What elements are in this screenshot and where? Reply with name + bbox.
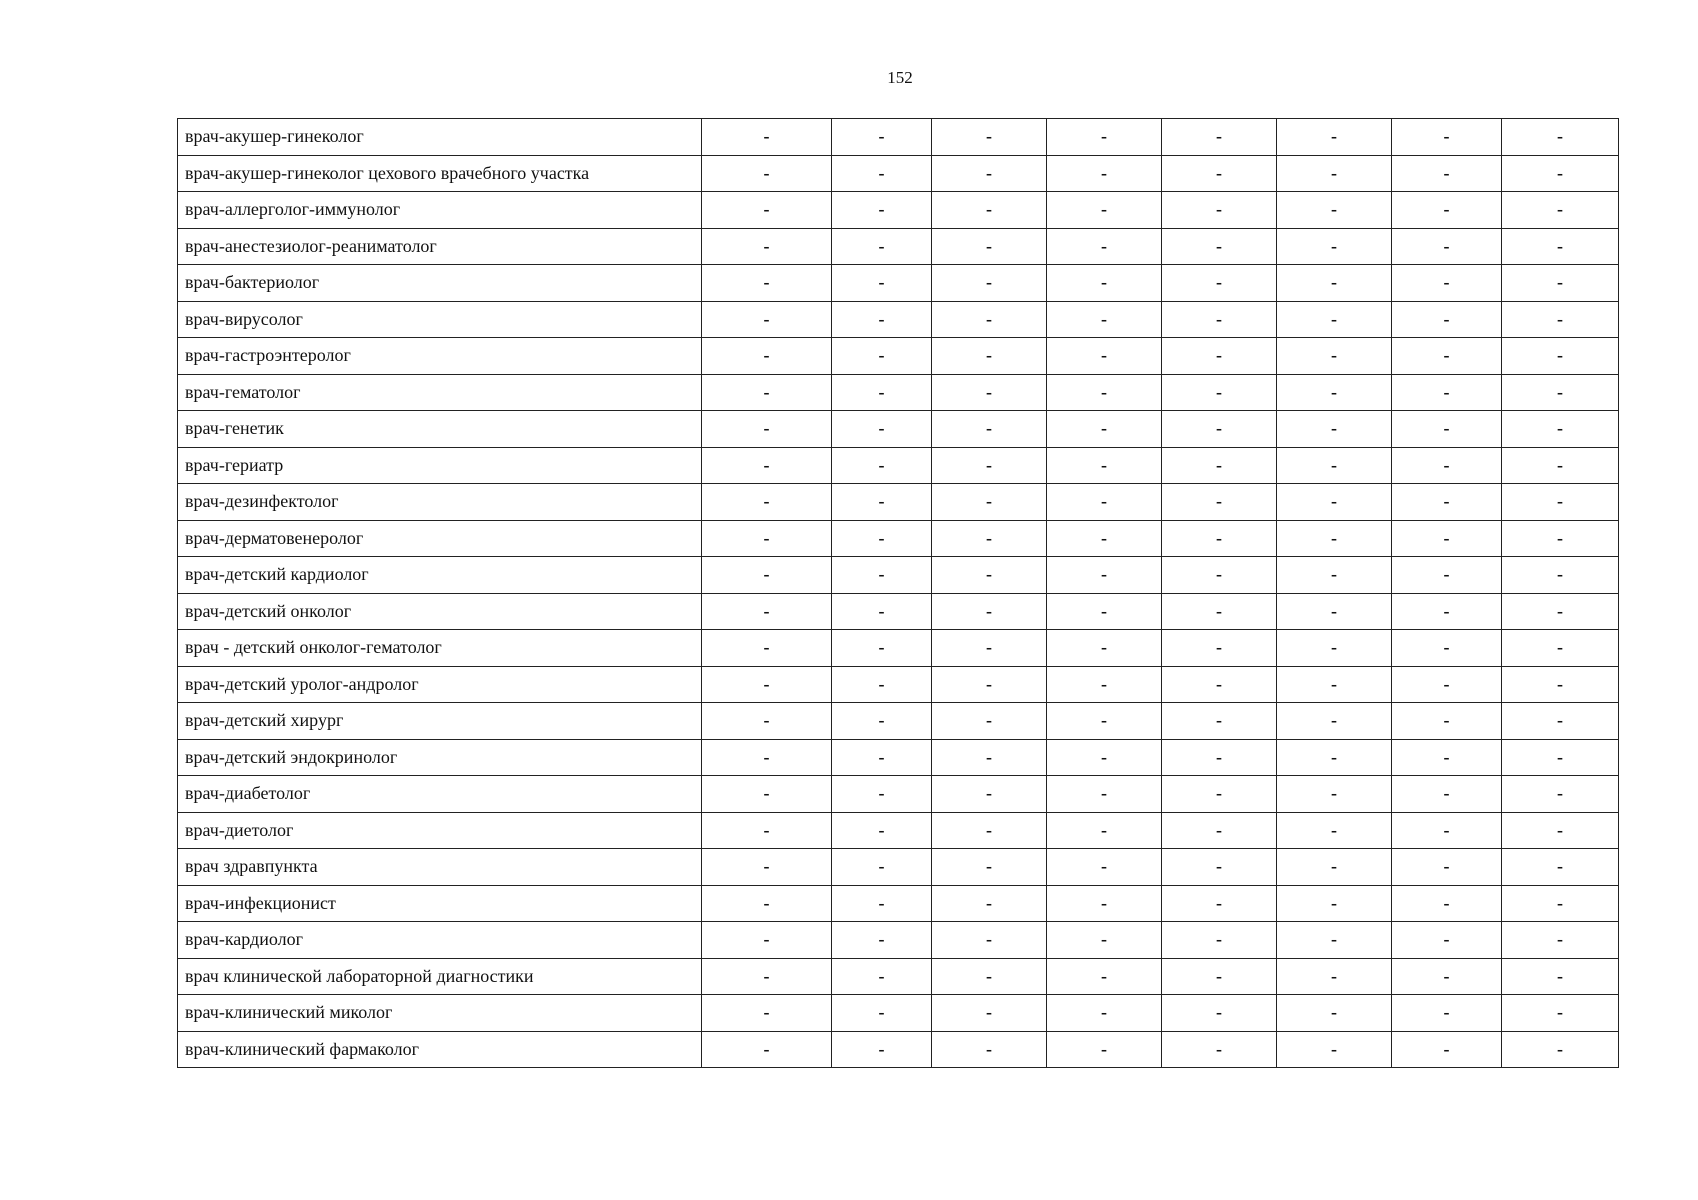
value-cell: - [932,885,1047,922]
value-cell: - [1047,666,1162,703]
value-cell: - [1162,739,1277,776]
specialty-name-cell: врач-дезинфектолог [178,484,702,521]
table-row [178,411,1619,448]
value-cell: - [702,557,832,594]
value-cell: - [832,265,932,302]
value-cell: - [832,301,932,338]
value-cell: - [1047,265,1162,302]
value-cell: - [1162,1031,1277,1068]
value-cell: - [932,703,1047,740]
value-cell: - [832,885,932,922]
value-cell: - [832,338,932,375]
value-cell: - [1162,593,1277,630]
value-cell: - [1502,885,1619,922]
value-cell: - [1047,557,1162,594]
value-cell: - [1502,703,1619,740]
value-cell: - [1162,557,1277,594]
value-cell: - [702,849,832,886]
specialty-name-cell: врач-генетик [178,411,702,448]
value-cell: - [932,557,1047,594]
table-row [178,119,1619,156]
value-cell: - [932,447,1047,484]
value-cell: - [832,666,932,703]
value-cell: - [932,411,1047,448]
value-cell: - [1047,411,1162,448]
value-cell: - [702,447,832,484]
specialty-name-cell: врач-детский эндокринолог [178,739,702,776]
value-cell: - [932,739,1047,776]
value-cell: - [1392,265,1502,302]
value-cell: - [1047,849,1162,886]
value-cell: - [1502,119,1619,156]
value-cell: - [1047,1031,1162,1068]
value-cell: - [1277,192,1392,229]
value-cell: - [832,776,932,813]
value-cell: - [702,228,832,265]
value-cell: - [832,484,932,521]
specialty-name-cell: врач-гастроэнтеролог [178,338,702,375]
value-cell: - [702,192,832,229]
value-cell: - [1502,922,1619,959]
table-row [178,192,1619,229]
value-cell: - [1502,484,1619,521]
value-cell: - [1162,885,1277,922]
page-number: 152 [887,68,913,87]
specialty-name-cell: врач-вирусолог [178,301,702,338]
value-cell: - [702,484,832,521]
value-cell: - [1162,484,1277,521]
value-cell: - [1162,849,1277,886]
value-cell: - [1392,192,1502,229]
value-cell: - [1392,228,1502,265]
value-cell: - [932,1031,1047,1068]
value-cell: - [1392,885,1502,922]
value-cell: - [1047,484,1162,521]
value-cell: - [702,593,832,630]
value-cell: - [1277,447,1392,484]
value-cell: - [702,411,832,448]
value-cell: - [832,119,932,156]
value-cell: - [1162,666,1277,703]
value-cell: - [1502,593,1619,630]
table-row [178,849,1619,886]
value-cell: - [832,593,932,630]
value-cell: - [1277,411,1392,448]
value-cell: - [832,812,932,849]
table-row [178,776,1619,813]
value-cell: - [1277,630,1392,667]
value-cell: - [1277,119,1392,156]
value-cell: - [932,192,1047,229]
value-cell: - [932,922,1047,959]
value-cell: - [1162,338,1277,375]
value-cell: - [832,411,932,448]
value-cell: - [1392,119,1502,156]
specialty-name-cell: врач-детский кардиолог [178,557,702,594]
value-cell: - [1502,520,1619,557]
value-cell: - [1392,849,1502,886]
value-cell: - [932,812,1047,849]
table-row [178,885,1619,922]
value-cell: - [1277,557,1392,594]
table-row [178,301,1619,338]
value-cell: - [1277,520,1392,557]
value-cell: - [932,666,1047,703]
value-cell: - [832,739,932,776]
table-row [178,922,1619,959]
value-cell: - [1047,374,1162,411]
value-cell: - [1502,739,1619,776]
value-cell: - [1277,593,1392,630]
value-cell: - [1277,484,1392,521]
specialty-name-cell: врач здравпункта [178,849,702,886]
value-cell: - [1277,1031,1392,1068]
value-cell: - [832,703,932,740]
value-cell: - [1502,301,1619,338]
value-cell: - [832,557,932,594]
value-cell: - [1392,338,1502,375]
value-cell: - [1502,776,1619,813]
value-cell: - [1392,593,1502,630]
specialty-name-cell: врач-диетолог [178,812,702,849]
table-row [178,593,1619,630]
value-cell: - [1277,228,1392,265]
specialty-name-cell: врач-акушер-гинеколог [178,119,702,156]
value-cell: - [932,301,1047,338]
value-cell: - [1392,703,1502,740]
value-cell: - [832,228,932,265]
value-cell: - [1277,338,1392,375]
value-cell: - [932,228,1047,265]
value-cell: - [1392,922,1502,959]
value-cell: - [702,630,832,667]
value-cell: - [1047,958,1162,995]
value-cell: - [1392,776,1502,813]
value-cell: - [1047,812,1162,849]
value-cell: - [1277,849,1392,886]
value-cell: - [832,995,932,1032]
value-cell: - [1277,703,1392,740]
value-cell: - [1162,301,1277,338]
value-cell: - [1162,119,1277,156]
value-cell: - [1392,155,1502,192]
value-cell: - [1502,265,1619,302]
value-cell: - [702,1031,832,1068]
value-cell: - [1047,885,1162,922]
value-cell: - [702,338,832,375]
value-cell: - [702,301,832,338]
table-row [178,265,1619,302]
value-cell: - [1502,958,1619,995]
value-cell: - [832,155,932,192]
value-cell: - [702,995,832,1032]
value-cell: - [1502,557,1619,594]
specialty-name-cell: врач-акушер-гинеколог цехового врачебного участка [178,155,702,192]
value-cell: - [1392,557,1502,594]
value-cell: - [932,484,1047,521]
value-cell: - [832,1031,932,1068]
specialty-name-cell: врач-аллерголог-иммунолог [178,192,702,229]
specialty-name-cell: врач-детский онколог [178,593,702,630]
value-cell: - [1502,630,1619,667]
value-cell: - [1502,411,1619,448]
value-cell: - [1277,265,1392,302]
value-cell: - [932,995,1047,1032]
specialty-name-cell: врач клинической лабораторной диагностики [178,958,702,995]
table-row [178,520,1619,557]
specialty-name-cell: врач-гериатр [178,447,702,484]
value-cell: - [1162,995,1277,1032]
specialty-name-cell: врач-кардиолог [178,922,702,959]
value-cell: - [702,119,832,156]
table-row [178,812,1619,849]
value-cell: - [1277,958,1392,995]
specialists-table [177,118,1619,1068]
specialty-name-cell: врач-детский уролог-андролог [178,666,702,703]
value-cell: - [1047,739,1162,776]
specialty-name-cell: врач-клинический миколог [178,995,702,1032]
value-cell: - [702,666,832,703]
value-cell: - [832,922,932,959]
value-cell: - [932,630,1047,667]
value-cell: - [1277,666,1392,703]
value-cell: - [832,192,932,229]
value-cell: - [832,447,932,484]
value-cell: - [702,776,832,813]
value-cell: - [702,812,832,849]
value-cell: - [1392,995,1502,1032]
value-cell: - [1277,776,1392,813]
value-cell: - [932,593,1047,630]
value-cell: - [1162,265,1277,302]
value-cell: - [1392,301,1502,338]
value-cell: - [1277,374,1392,411]
value-cell: - [1392,739,1502,776]
value-cell: - [1162,192,1277,229]
value-cell: - [1162,411,1277,448]
value-cell: - [832,630,932,667]
value-cell: - [1392,958,1502,995]
value-cell: - [1162,958,1277,995]
table-row [178,484,1619,521]
value-cell: - [1047,922,1162,959]
value-cell: - [1047,703,1162,740]
value-cell: - [702,739,832,776]
specialty-name-cell: врач-анестезиолог-реаниматолог [178,228,702,265]
value-cell: - [1392,447,1502,484]
value-cell: - [1162,447,1277,484]
table-row [178,703,1619,740]
specialty-name-cell: врач-бактериолог [178,265,702,302]
value-cell: - [932,265,1047,302]
value-cell: - [1162,155,1277,192]
table-row [178,995,1619,1032]
value-cell: - [932,776,1047,813]
value-cell: - [702,885,832,922]
value-cell: - [932,119,1047,156]
value-cell: - [1162,374,1277,411]
value-cell: - [1047,192,1162,229]
value-cell: - [1392,630,1502,667]
specialty-name-cell: врач - детский онколог-гематолог [178,630,702,667]
value-cell: - [932,520,1047,557]
table-row [178,338,1619,375]
value-cell: - [932,338,1047,375]
value-cell: - [1277,301,1392,338]
value-cell: - [702,922,832,959]
value-cell: - [1392,484,1502,521]
value-cell: - [1392,1031,1502,1068]
value-cell: - [1502,812,1619,849]
value-cell: - [1502,374,1619,411]
specialty-name-cell: врач-дерматовенеролог [178,520,702,557]
value-cell: - [1162,630,1277,667]
specialty-name-cell: врач-клинический фармаколог [178,1031,702,1068]
table-row [178,228,1619,265]
table-row [178,1031,1619,1068]
value-cell: - [1277,995,1392,1032]
value-cell: - [1047,301,1162,338]
value-cell: - [1502,228,1619,265]
value-cell: - [1502,1031,1619,1068]
value-cell: - [1047,593,1162,630]
value-cell: - [1392,411,1502,448]
value-cell: - [1277,885,1392,922]
value-cell: - [1162,922,1277,959]
value-cell: - [832,520,932,557]
value-cell: - [1047,520,1162,557]
value-cell: - [1047,447,1162,484]
value-cell: - [1162,520,1277,557]
value-cell: - [1047,155,1162,192]
value-cell: - [702,958,832,995]
table-row [178,958,1619,995]
value-cell: - [932,374,1047,411]
value-cell: - [932,849,1047,886]
table-row [178,557,1619,594]
table-row [178,374,1619,411]
table-body [178,119,1619,1068]
value-cell: - [1162,703,1277,740]
table-row [178,630,1619,667]
value-cell: - [1162,812,1277,849]
value-cell: - [1047,995,1162,1032]
value-cell: - [1502,192,1619,229]
value-cell: - [1047,338,1162,375]
value-cell: - [702,155,832,192]
value-cell: - [1502,338,1619,375]
value-cell: - [1162,228,1277,265]
value-cell: - [1047,630,1162,667]
value-cell: - [1047,228,1162,265]
value-cell: - [932,155,1047,192]
table-row [178,155,1619,192]
value-cell: - [1502,849,1619,886]
value-cell: - [1392,812,1502,849]
value-cell: - [702,520,832,557]
specialty-name-cell: врач-диабетолог [178,776,702,813]
value-cell: - [1502,666,1619,703]
value-cell: - [832,849,932,886]
value-cell: - [1047,119,1162,156]
value-cell: - [1047,776,1162,813]
value-cell: - [1502,155,1619,192]
value-cell: - [702,703,832,740]
table-row [178,666,1619,703]
value-cell: - [1277,739,1392,776]
value-cell: - [932,958,1047,995]
value-cell: - [1392,520,1502,557]
value-cell: - [702,374,832,411]
value-cell: - [1392,374,1502,411]
table-row [178,447,1619,484]
value-cell: - [1392,666,1502,703]
specialty-name-cell: врач-инфекционист [178,885,702,922]
value-cell: - [1277,922,1392,959]
specialty-name-cell: врач-гематолог [178,374,702,411]
value-cell: - [702,265,832,302]
value-cell: - [832,958,932,995]
value-cell: - [1277,812,1392,849]
value-cell: - [1502,447,1619,484]
value-cell: - [1162,776,1277,813]
table-row [178,739,1619,776]
specialty-name-cell: врач-детский хирург [178,703,702,740]
value-cell: - [1277,155,1392,192]
value-cell: - [1502,995,1619,1032]
value-cell: - [832,374,932,411]
